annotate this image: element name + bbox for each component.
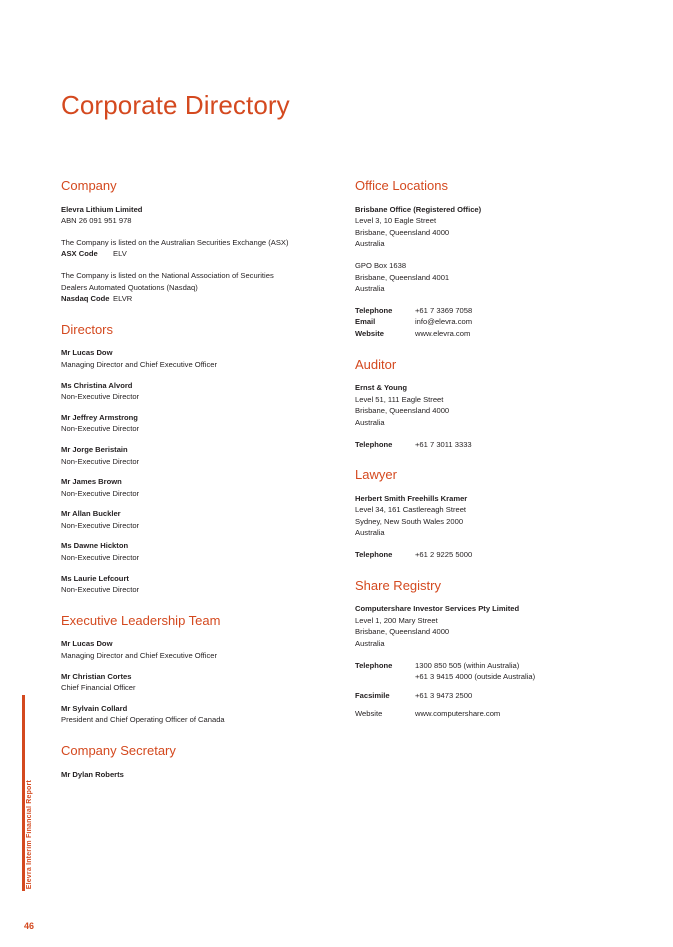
person-role: Managing Director and Chief Executive Officer — [61, 651, 218, 661]
list-item — [61, 444, 331, 467]
contact-label: Telephone — [355, 305, 393, 315]
list-item — [61, 508, 331, 531]
asx-code-row — [61, 248, 331, 260]
person-role: Non-Executive Director — [61, 456, 140, 466]
share-registry-address-line: Australia — [355, 639, 385, 649]
contact-value[interactable]: info@elevra.com — [415, 317, 473, 327]
section-heading-company: Company — [61, 178, 117, 193]
contact-row — [355, 305, 635, 317]
section-company-secretary — [61, 743, 331, 780]
person-name: Mr Christian Cortes — [61, 671, 132, 681]
lawyer-name: Herbert Smith Freehills Kramer — [355, 493, 468, 503]
nasdaq-code-row — [61, 293, 331, 305]
contact-value: +61 2 9225 5000 — [415, 550, 473, 560]
contact-label: Telephone — [355, 439, 393, 449]
spine-label: Elevra Interim Financial Report — [26, 779, 33, 889]
person-name: Mr Lucas Dow — [61, 639, 113, 649]
list-item — [61, 412, 331, 435]
person-role: Non-Executive Director — [61, 520, 140, 530]
auditor-address-line: Level 51, 111 Eagle Street — [355, 394, 444, 404]
office-address-line: Level 3, 10 Eagle Street — [355, 216, 437, 226]
auditor-name: Ernst & Young — [355, 383, 408, 393]
list-item — [61, 769, 331, 781]
contact-label: Telephone — [355, 550, 393, 560]
lawyer-contacts-block — [355, 549, 635, 561]
office-contacts-block — [355, 305, 635, 340]
person-name: Mr Jorge Beristain — [61, 444, 128, 454]
section-share-registry — [355, 578, 635, 720]
person-name: Ms Dawne Hickton — [61, 541, 129, 551]
contact-value: +61 7 3369 7058 — [415, 305, 473, 315]
lawyer-block — [355, 493, 635, 539]
office-postal-line: GPO Box 1638 — [355, 260, 407, 270]
contact-row — [355, 671, 635, 683]
person-role: Non-Executive Director — [61, 488, 140, 498]
office-postal-line: Australia — [355, 284, 385, 294]
section-company — [61, 178, 331, 305]
person-name: Mr James Brown — [61, 477, 122, 487]
nasdaq-listing-note-line-1: The Company is listed on the National Association of Securities — [61, 270, 274, 280]
lawyer-address-line: Sydney, New South Wales 2000 — [355, 516, 464, 526]
contact-label: Email — [355, 317, 376, 327]
lawyer-address-line: Level 34, 161 Castlereagh Street — [355, 505, 467, 515]
contact-label: Telephone — [355, 660, 393, 670]
person-role: President and Chief Operating Officer of Canada — [61, 715, 225, 725]
contact-row — [355, 439, 635, 451]
person-role: Non-Executive Director — [61, 392, 140, 402]
contact-row — [355, 328, 635, 340]
section-heading-share-registry: Share Registry — [355, 577, 441, 593]
share-registry-block — [355, 603, 635, 649]
contact-value: +61 3 9415 4000 (outside Australia) — [415, 672, 536, 682]
share-registry-address-line: Brisbane, Queensland 4000 — [355, 627, 450, 637]
section-heading-office-locations: Office Locations — [355, 178, 448, 193]
person-role: Managing Director and Chief Executive Officer — [61, 359, 218, 369]
asx-code-label: ASX Code — [61, 249, 98, 259]
list-item — [61, 638, 331, 661]
list-item — [61, 703, 331, 726]
person-name: Mr Sylvain Collard — [61, 703, 128, 713]
contact-row — [355, 660, 635, 672]
page-number: 46 — [24, 921, 35, 931]
section-heading-auditor: Auditor — [355, 356, 397, 372]
nasdaq-code-value: ELVR — [113, 294, 133, 304]
section-lawyer — [355, 467, 635, 561]
asx-code-value: ELV — [113, 249, 127, 259]
contact-row — [355, 708, 635, 720]
company-identity-block — [61, 204, 331, 227]
spine-rule — [22, 695, 25, 891]
contact-value: 1300 850 505 (within Australia) — [415, 660, 520, 670]
asx-listing-block — [61, 237, 331, 260]
spacer — [355, 701, 635, 708]
office-name: Brisbane Office (Registered Office) — [355, 204, 482, 214]
nasdaq-listing-note-line-2: Dealers Automated Quotations (Nasdaq) — [61, 282, 198, 292]
auditor-block — [355, 382, 635, 428]
list-item — [61, 573, 331, 596]
auditor-address-line: Australia — [355, 417, 385, 427]
contact-value: +61 3 9473 2500 — [415, 690, 473, 700]
right-column — [355, 178, 635, 720]
nasdaq-code-label: Nasdaq Code — [61, 294, 110, 304]
person-name: Mr Dylan Roberts — [61, 769, 124, 779]
office-postal-line: Brisbane, Queensland 4001 — [355, 272, 450, 282]
share-registry-contacts-block — [355, 660, 635, 720]
section-office-locations — [355, 178, 635, 340]
contact-row — [355, 549, 635, 561]
person-role: Non-Executive Director — [61, 424, 140, 434]
office-address-line: Australia — [355, 239, 385, 249]
auditor-contacts-block — [355, 439, 635, 451]
company-name: Elevra Lithium Limited — [61, 204, 143, 214]
share-registry-name: Computershare Investor Services Pty Limited — [355, 604, 520, 614]
auditor-address-line: Brisbane, Queensland 4000 — [355, 406, 450, 416]
contact-label — [355, 671, 415, 683]
person-name: Mr Allan Buckler — [61, 509, 121, 519]
list-item — [61, 380, 331, 403]
person-name: Mr Lucas Dow — [61, 348, 113, 358]
section-heading-directors: Directors — [61, 321, 114, 337]
contact-label: Website — [355, 709, 383, 719]
section-heading-company-secretary: Company Secretary — [61, 743, 176, 758]
person-role: Non-Executive Director — [61, 553, 140, 563]
lawyer-address-line: Australia — [355, 528, 385, 538]
section-heading-executive-leadership-team: Executive Leadership Team — [61, 612, 221, 628]
share-registry-address-line: Level 1, 200 Mary Street — [355, 615, 438, 625]
list-item — [61, 671, 331, 694]
page-title: Corporate Directory — [61, 90, 290, 120]
contact-value[interactable]: www.elevra.com — [415, 328, 471, 338]
nasdaq-listing-block — [61, 270, 331, 305]
asx-listing-note: The Company is listed on the Australian Securities Exchange (ASX) — [61, 237, 289, 247]
person-role: Chief Financial Officer — [61, 683, 136, 693]
section-executive-leadership-team — [61, 613, 331, 726]
brisbane-office-block — [355, 204, 635, 250]
contact-value: +61 7 3011 3333 — [415, 439, 472, 449]
person-role: Non-Executive Director — [61, 585, 140, 595]
section-directors — [61, 322, 331, 596]
list-item — [61, 540, 331, 563]
person-name: Ms Laurie Lefcourt — [61, 573, 129, 583]
section-auditor — [355, 357, 635, 451]
person-name: Mr Jeffrey Armstrong — [61, 412, 138, 422]
person-name: Ms Christina Alvord — [61, 380, 133, 390]
contact-label: Facsimile — [355, 690, 390, 700]
contact-label: Website — [355, 328, 384, 338]
office-postal-block — [355, 260, 635, 295]
spacer — [355, 683, 635, 690]
company-abn: ABN 26 091 951 978 — [61, 216, 132, 226]
list-item — [61, 476, 331, 499]
section-heading-lawyer: Lawyer — [355, 467, 397, 483]
contact-row — [355, 690, 635, 702]
contact-row — [355, 316, 635, 328]
contact-value[interactable]: www.computershare.com — [415, 709, 501, 719]
left-column — [61, 178, 331, 789]
office-address-line: Brisbane, Queensland 4000 — [355, 227, 450, 237]
list-item — [61, 347, 331, 370]
